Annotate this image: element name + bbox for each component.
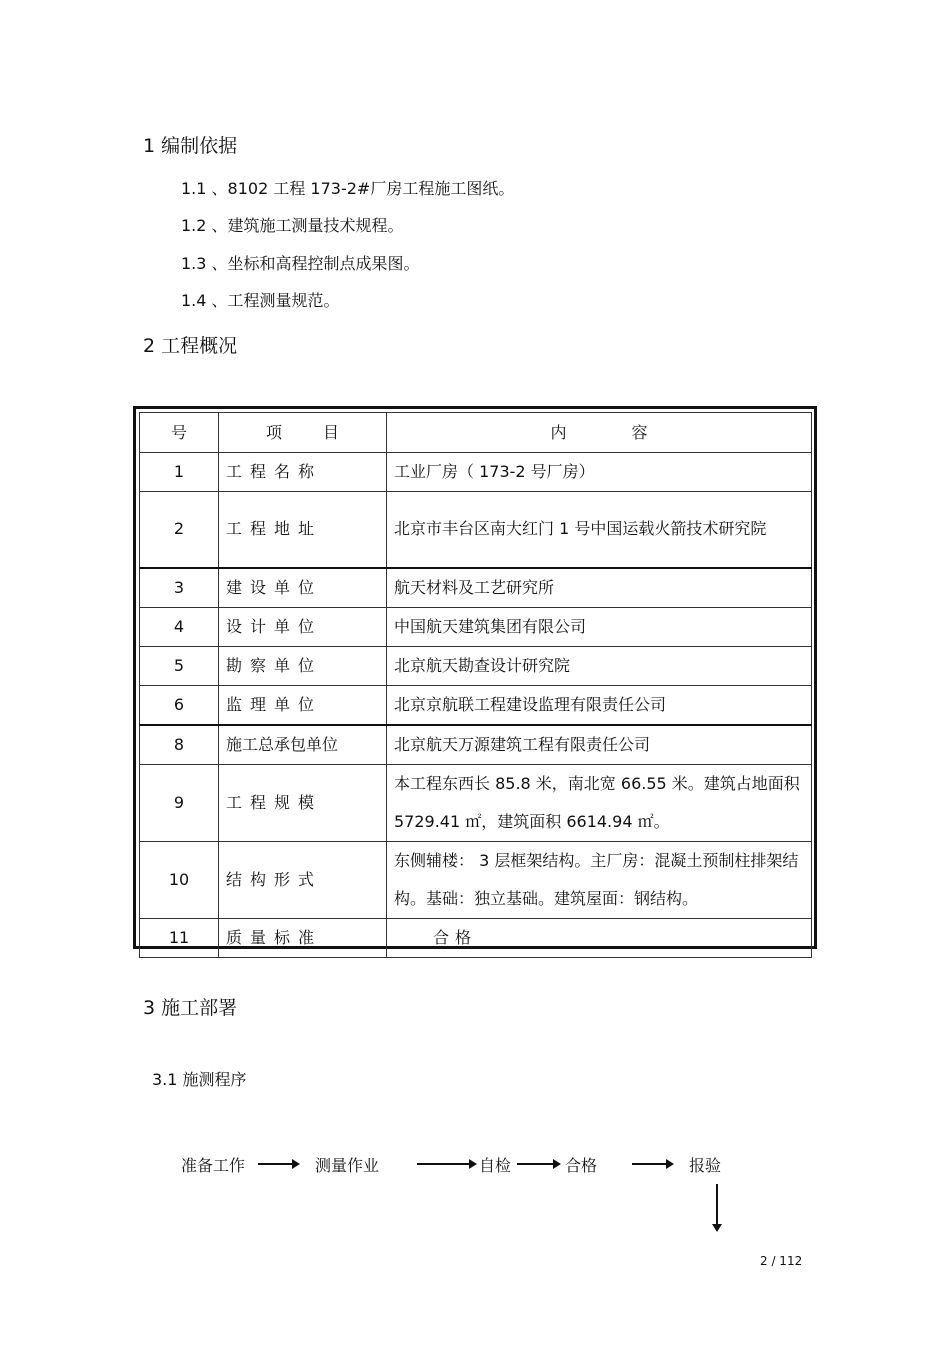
header-content: 内 容 <box>387 413 812 453</box>
row-item: 工程地址 <box>219 492 387 568</box>
page-number: 2 / 112 <box>760 1254 803 1268</box>
row-content: 航天材料及工艺研究所 <box>387 568 812 608</box>
row-item: 监理单位 <box>219 685 387 725</box>
row-num: 3 <box>140 568 219 608</box>
table-row <box>140 568 812 608</box>
table-row <box>140 841 812 918</box>
flow-step-pass: 合格 <box>565 1156 598 1175</box>
row-num: 6 <box>140 685 219 725</box>
flow-arrow <box>258 1163 298 1165</box>
row-item: 设计单位 <box>219 607 387 646</box>
basis-item-1: 1.1 、8102 工程 173-2#厂房工程施工图纸。 <box>181 179 515 198</box>
row-num: 8 <box>140 725 219 765</box>
row-num: 2 <box>140 492 219 568</box>
row-content: 合格 <box>387 918 812 957</box>
row-content: 东侧辅楼： 3 层框架结构。主厂房：混凝土预制柱排架结构。基础：独立基础。建筑屋面：钢结构。 <box>387 841 812 918</box>
basis-item-3: 1.3 、坐标和高程控制点成果图。 <box>181 254 420 273</box>
section-3-heading: 3 施工部署 <box>143 997 238 1019</box>
row-content: 中国航天建筑集团有限公司 <box>387 607 812 646</box>
basis-item-2: 1.2 、建筑施工测量技术规程。 <box>181 216 404 235</box>
row-content: 北京航天勘查设计研究院 <box>387 646 812 685</box>
row-content: 北京航天万源建筑工程有限责任公司 <box>387 725 812 765</box>
row-item: 工程名称 <box>219 453 387 492</box>
section-3-1-heading: 3.1 施测程序 <box>152 1070 247 1089</box>
row-item: 施工总承包单位 <box>219 725 387 765</box>
row-num: 10 <box>140 841 219 918</box>
row-item: 质量标准 <box>219 918 387 957</box>
table-row <box>140 607 812 646</box>
row-num: 4 <box>140 607 219 646</box>
row-num: 5 <box>140 646 219 685</box>
row-item: 工程规模 <box>219 764 387 841</box>
flow-step-report: 报验 <box>689 1156 722 1175</box>
flow-arrow <box>517 1163 559 1165</box>
flow-arrow-down <box>716 1184 718 1230</box>
table-row <box>140 492 812 568</box>
row-item: 勘察单位 <box>219 646 387 685</box>
project-overview-table <box>133 406 817 949</box>
flow-step-measure: 测量作业 <box>315 1156 380 1175</box>
row-content: 北京京航联工程建设监理有限责任公司 <box>387 685 812 725</box>
row-content: 本工程东西长 85.8 米，南北宽 66.55 米。建筑占地面积 5729.41 ㎡，建筑面积 6614.94 ㎡。 <box>387 764 812 841</box>
row-content: 工业厂房（ 173-2 号厂房） <box>387 453 812 492</box>
table-row <box>140 685 812 725</box>
flow-arrow <box>417 1163 475 1165</box>
flow-step-prepare: 准备工作 <box>181 1156 246 1175</box>
table-row <box>140 453 812 492</box>
row-num: 9 <box>140 764 219 841</box>
row-num: 1 <box>140 453 219 492</box>
row-num: 11 <box>140 918 219 957</box>
row-content: 北京市丰台区南大红门 1 号中国运载火箭技术研究院 <box>387 492 812 568</box>
section-1-heading: 1 编制依据 <box>143 135 238 157</box>
table-header-row <box>140 413 812 453</box>
table-row <box>140 725 812 765</box>
flow-arrow <box>632 1163 672 1165</box>
section-2-heading: 2 工程概况 <box>143 335 238 357</box>
table-row <box>140 646 812 685</box>
table-row <box>140 918 812 957</box>
header-num: 号 <box>140 413 219 453</box>
flow-step-selfcheck: 自检 <box>479 1156 512 1175</box>
table-row <box>140 764 812 841</box>
basis-item-4: 1.4 、工程测量规范。 <box>181 291 340 310</box>
row-item: 建设单位 <box>219 568 387 608</box>
row-item: 结构形式 <box>219 841 387 918</box>
header-item: 项 目 <box>219 413 387 453</box>
